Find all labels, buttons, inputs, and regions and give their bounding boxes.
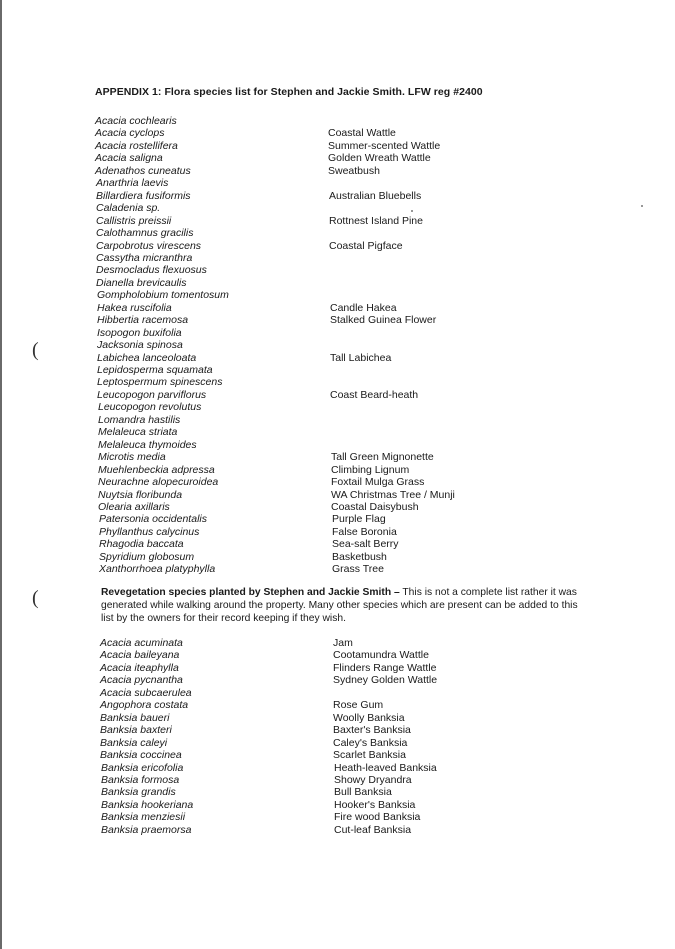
common-name: Cootamundra Wattle — [333, 649, 429, 662]
scientific-name: Acacia baileyana — [100, 649, 180, 662]
common-name: Sydney Golden Wattle — [333, 674, 438, 687]
common-name: Coastal Wattle — [328, 127, 396, 140]
scientific-name: Banksia ericofolia — [101, 761, 184, 774]
scientific-name: Lomandra hastilis — [98, 413, 181, 426]
scientific-name: Banksia coccinea — [100, 749, 182, 762]
scientific-name: Xanthorrhoea platyphylla — [99, 563, 216, 576]
revegetation-heading: Revegetation species planted by Stephen and Jackie Smith – — [101, 587, 400, 598]
common-name: Bull Banksia — [334, 786, 392, 799]
scientific-name: Melaleuca thymoides — [98, 438, 197, 451]
revegetation-text: This is not a complete list rather it was generated while walking around the property. Many other species which are present can be added to this list by the owners for their record keeping if they wish. — [101, 587, 578, 624]
scientific-name: Spyridium globosum — [99, 550, 195, 563]
page-title: APPENDIX 1: Flora species list for Stephen and Jackie Smith. LFW reg #2400 — [95, 86, 483, 98]
scientific-name: Banksia grandis — [101, 786, 176, 799]
scientific-name: Melaleuca striata — [98, 426, 178, 439]
scientific-name: Carpobrotus virescens — [96, 239, 202, 252]
scientific-name: Acacia subcaerulea — [100, 686, 192, 699]
common-name: Flinders Range Wattle — [333, 661, 437, 674]
scientific-name: Acacia cyclops — [95, 127, 165, 140]
margin-mark: ( — [32, 339, 39, 361]
scientific-name: Lepidosperma squamata — [97, 364, 213, 376]
common-name: Golden Wreath Wattle — [328, 152, 431, 165]
common-name: Heath-leaved Banksia — [334, 761, 437, 774]
scientific-name: Leptospermum spinescens — [97, 376, 223, 389]
scientific-name: Banksia hookeriana — [101, 798, 194, 811]
common-name: Purple Flag — [332, 513, 386, 526]
common-name: Candle Hakea — [330, 301, 397, 314]
common-name: Fire wood Banksia — [334, 811, 421, 824]
scientific-name: Nuytsia floribunda — [98, 488, 183, 501]
common-name: Sea-salt Berry — [332, 538, 399, 551]
scientific-name: Banksia caleyi — [100, 736, 168, 749]
scientific-name: Banksia formosa — [101, 773, 180, 786]
scientific-name: Microtis media — [98, 451, 166, 464]
common-name: Tall Green Mignonette — [331, 451, 434, 464]
scientific-name: Patersonia occidentalis — [99, 513, 207, 526]
common-name: WA Christmas Tree / Munji — [331, 488, 455, 501]
scientific-name: Gompholobium tomentosum — [97, 289, 229, 302]
scientific-name: Dianella brevicaulis — [96, 276, 187, 289]
common-name: Scarlet Banksia — [333, 749, 406, 762]
common-name: False Boronia — [332, 525, 397, 538]
common-name: Jam — [333, 637, 353, 649]
common-name: Cut-leaf Banksia — [334, 823, 412, 836]
common-name: Woolly Banksia — [333, 711, 405, 724]
scientific-name: Banksia menziesii — [101, 811, 186, 824]
scientific-name: Caladenia sp. — [96, 202, 161, 215]
common-name: Stalked Guinea Flower — [330, 314, 437, 327]
scientific-name: Jacksonia spinosa — [97, 339, 183, 352]
scientific-name: Calothamnus gracilis — [96, 227, 194, 240]
scientific-name: Banksia praemorsa — [101, 823, 192, 836]
scientific-name: Callistris preissii — [96, 214, 172, 227]
common-name: Sweatbush — [328, 164, 380, 177]
scientific-name: Hakea ruscifolia — [97, 301, 172, 314]
common-name: Coastal Daisybush — [331, 500, 419, 513]
scientific-name: Acacia pycnantha — [100, 674, 183, 687]
scientific-name: Isopogon buxifolia — [97, 326, 182, 339]
common-name: Coastal Pigface — [329, 239, 403, 252]
scientific-name: Angophora costata — [100, 699, 189, 712]
common-name: Climbing Lignum — [331, 463, 410, 476]
revegetation-paragraph — [101, 586, 591, 625]
scientific-name: Acacia rostellifera — [95, 139, 178, 152]
scientific-name: Acacia saligna — [95, 152, 163, 165]
scan-speck — [641, 205, 643, 207]
scientific-name: Neurachne alopecuroidea — [98, 476, 219, 489]
common-name: Summer-scented Wattle — [328, 139, 441, 152]
scientific-name: Banksia baxteri — [100, 724, 172, 737]
margin-mark: ( — [32, 587, 39, 609]
scientific-name: Leucopogon revolutus — [98, 401, 202, 414]
scientific-name: Hibbertia racemosa — [97, 314, 189, 327]
common-name: Tall Labichea — [330, 351, 392, 364]
common-name: Coast Beard-heath — [330, 388, 419, 401]
common-name: Rottnest Island Pine — [329, 214, 423, 227]
scientific-name: Labichea lanceoloata — [97, 351, 197, 364]
scientific-name: Phyllanthus calycinus — [99, 525, 200, 538]
common-name: Rose Gum — [333, 699, 384, 712]
scientific-name: Acacia iteaphylla — [100, 661, 179, 674]
common-name: Caley's Banksia — [333, 736, 408, 749]
scientific-name: Muehlenbeckia adpressa — [98, 463, 215, 476]
scientific-name: Olearia axillaris — [98, 500, 170, 513]
common-name: Australian Bluebells — [329, 189, 422, 202]
scientific-name: Banksia baueri — [100, 711, 170, 724]
scientific-name: Acacia acuminata — [100, 637, 183, 649]
scientific-name: Billardiera fusiformis — [96, 189, 191, 202]
scientific-name: Cassytha micranthra — [96, 251, 193, 264]
common-name: Basketbush — [332, 550, 387, 563]
scientific-name: Leucopogon parviflorus — [97, 388, 207, 401]
common-name: Showy Dryandra — [334, 773, 412, 786]
scan-speck — [411, 210, 413, 212]
scientific-name: Desmocladus flexuosus — [96, 264, 207, 277]
common-name: Hooker's Banksia — [334, 798, 416, 811]
common-name: Foxtail Mulga Grass — [331, 476, 425, 489]
common-name: Grass Tree — [332, 563, 384, 576]
scientific-name: Adenathos cuneatus — [95, 164, 191, 177]
scientific-name: Rhagodia baccata — [99, 538, 184, 551]
scientific-name: Acacia cochlearis — [95, 115, 177, 127]
scientific-name: Anarthria laevis — [96, 177, 169, 190]
common-name: Baxter's Banksia — [333, 724, 411, 737]
